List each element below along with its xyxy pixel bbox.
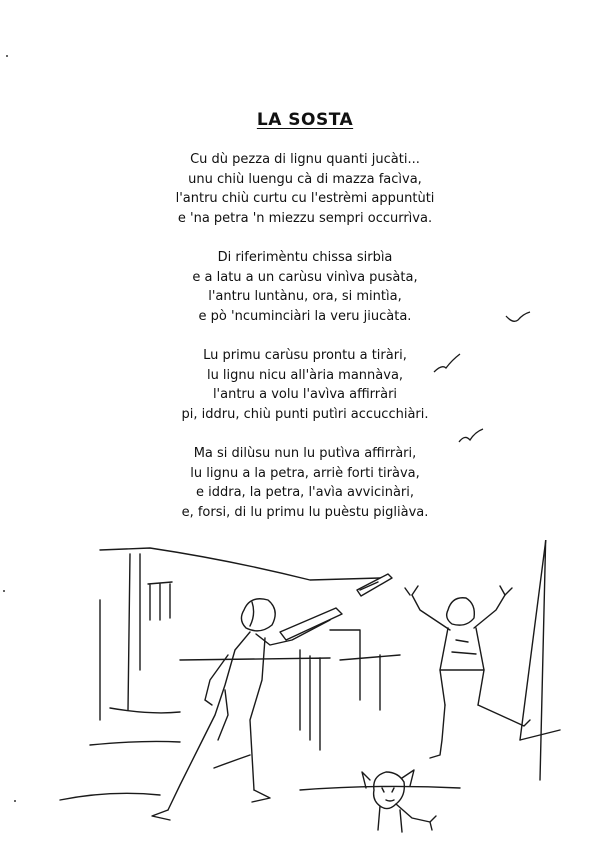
poem-line: lu lignu nicu all'ària mannàva,: [206, 367, 404, 383]
poem-body: [0, 150, 610, 542]
stanza: [0, 150, 610, 228]
poem-line: Di riferimèntu chissa sirbìa: [217, 250, 393, 265]
stanza: [0, 346, 610, 424]
lippa-illustration: [0, 540, 610, 858]
poem-line: Lu primu carùsu prontu a tiràri,: [203, 348, 407, 363]
poem-line: unu chiù luengu cà di mazza facìva,: [188, 171, 422, 187]
poem-line: lu lignu a la petra, arriè forti tiràva,: [190, 465, 420, 481]
poem-title: LA SOSTA: [256, 110, 354, 130]
poem-line: e iddra, la petra, l'avìa avvicinàri,: [195, 485, 415, 500]
poem-line: l'antru a volu l'avìva affirràri: [212, 387, 398, 402]
poem-line: l'antru chiù curtu cu l'estrèmi appuntùti: [175, 191, 435, 206]
poem-line: e 'na petra 'n miezzu sempri occurrìva.: [177, 210, 433, 226]
illustration-svg: [0, 540, 610, 858]
margin-mark: [6, 55, 8, 57]
poem-line: l'antru luntànu, ora, si mintìa,: [208, 289, 402, 304]
bird-icon: [458, 428, 484, 446]
stanza: [0, 444, 610, 522]
bird-icon: [432, 352, 462, 376]
bird-icon: [505, 310, 531, 326]
poem-line: e, forsi, di lu primu lu puèstu pigliàva.: [181, 504, 429, 520]
poem-line: e a latu a un carùsu vinìva pusàta,: [192, 269, 418, 285]
poem-line: pi, iddru, chiù punti putìri accucchiàri.: [181, 406, 429, 422]
poem-line: Cu dù pezza di lignu quanti jucàti...: [190, 152, 420, 167]
poem-line: Ma si dilùsu nun lu putìva affirràri,: [193, 446, 417, 461]
poem-line: e pò 'ncuminciàri la veru jiucàta.: [198, 308, 412, 324]
